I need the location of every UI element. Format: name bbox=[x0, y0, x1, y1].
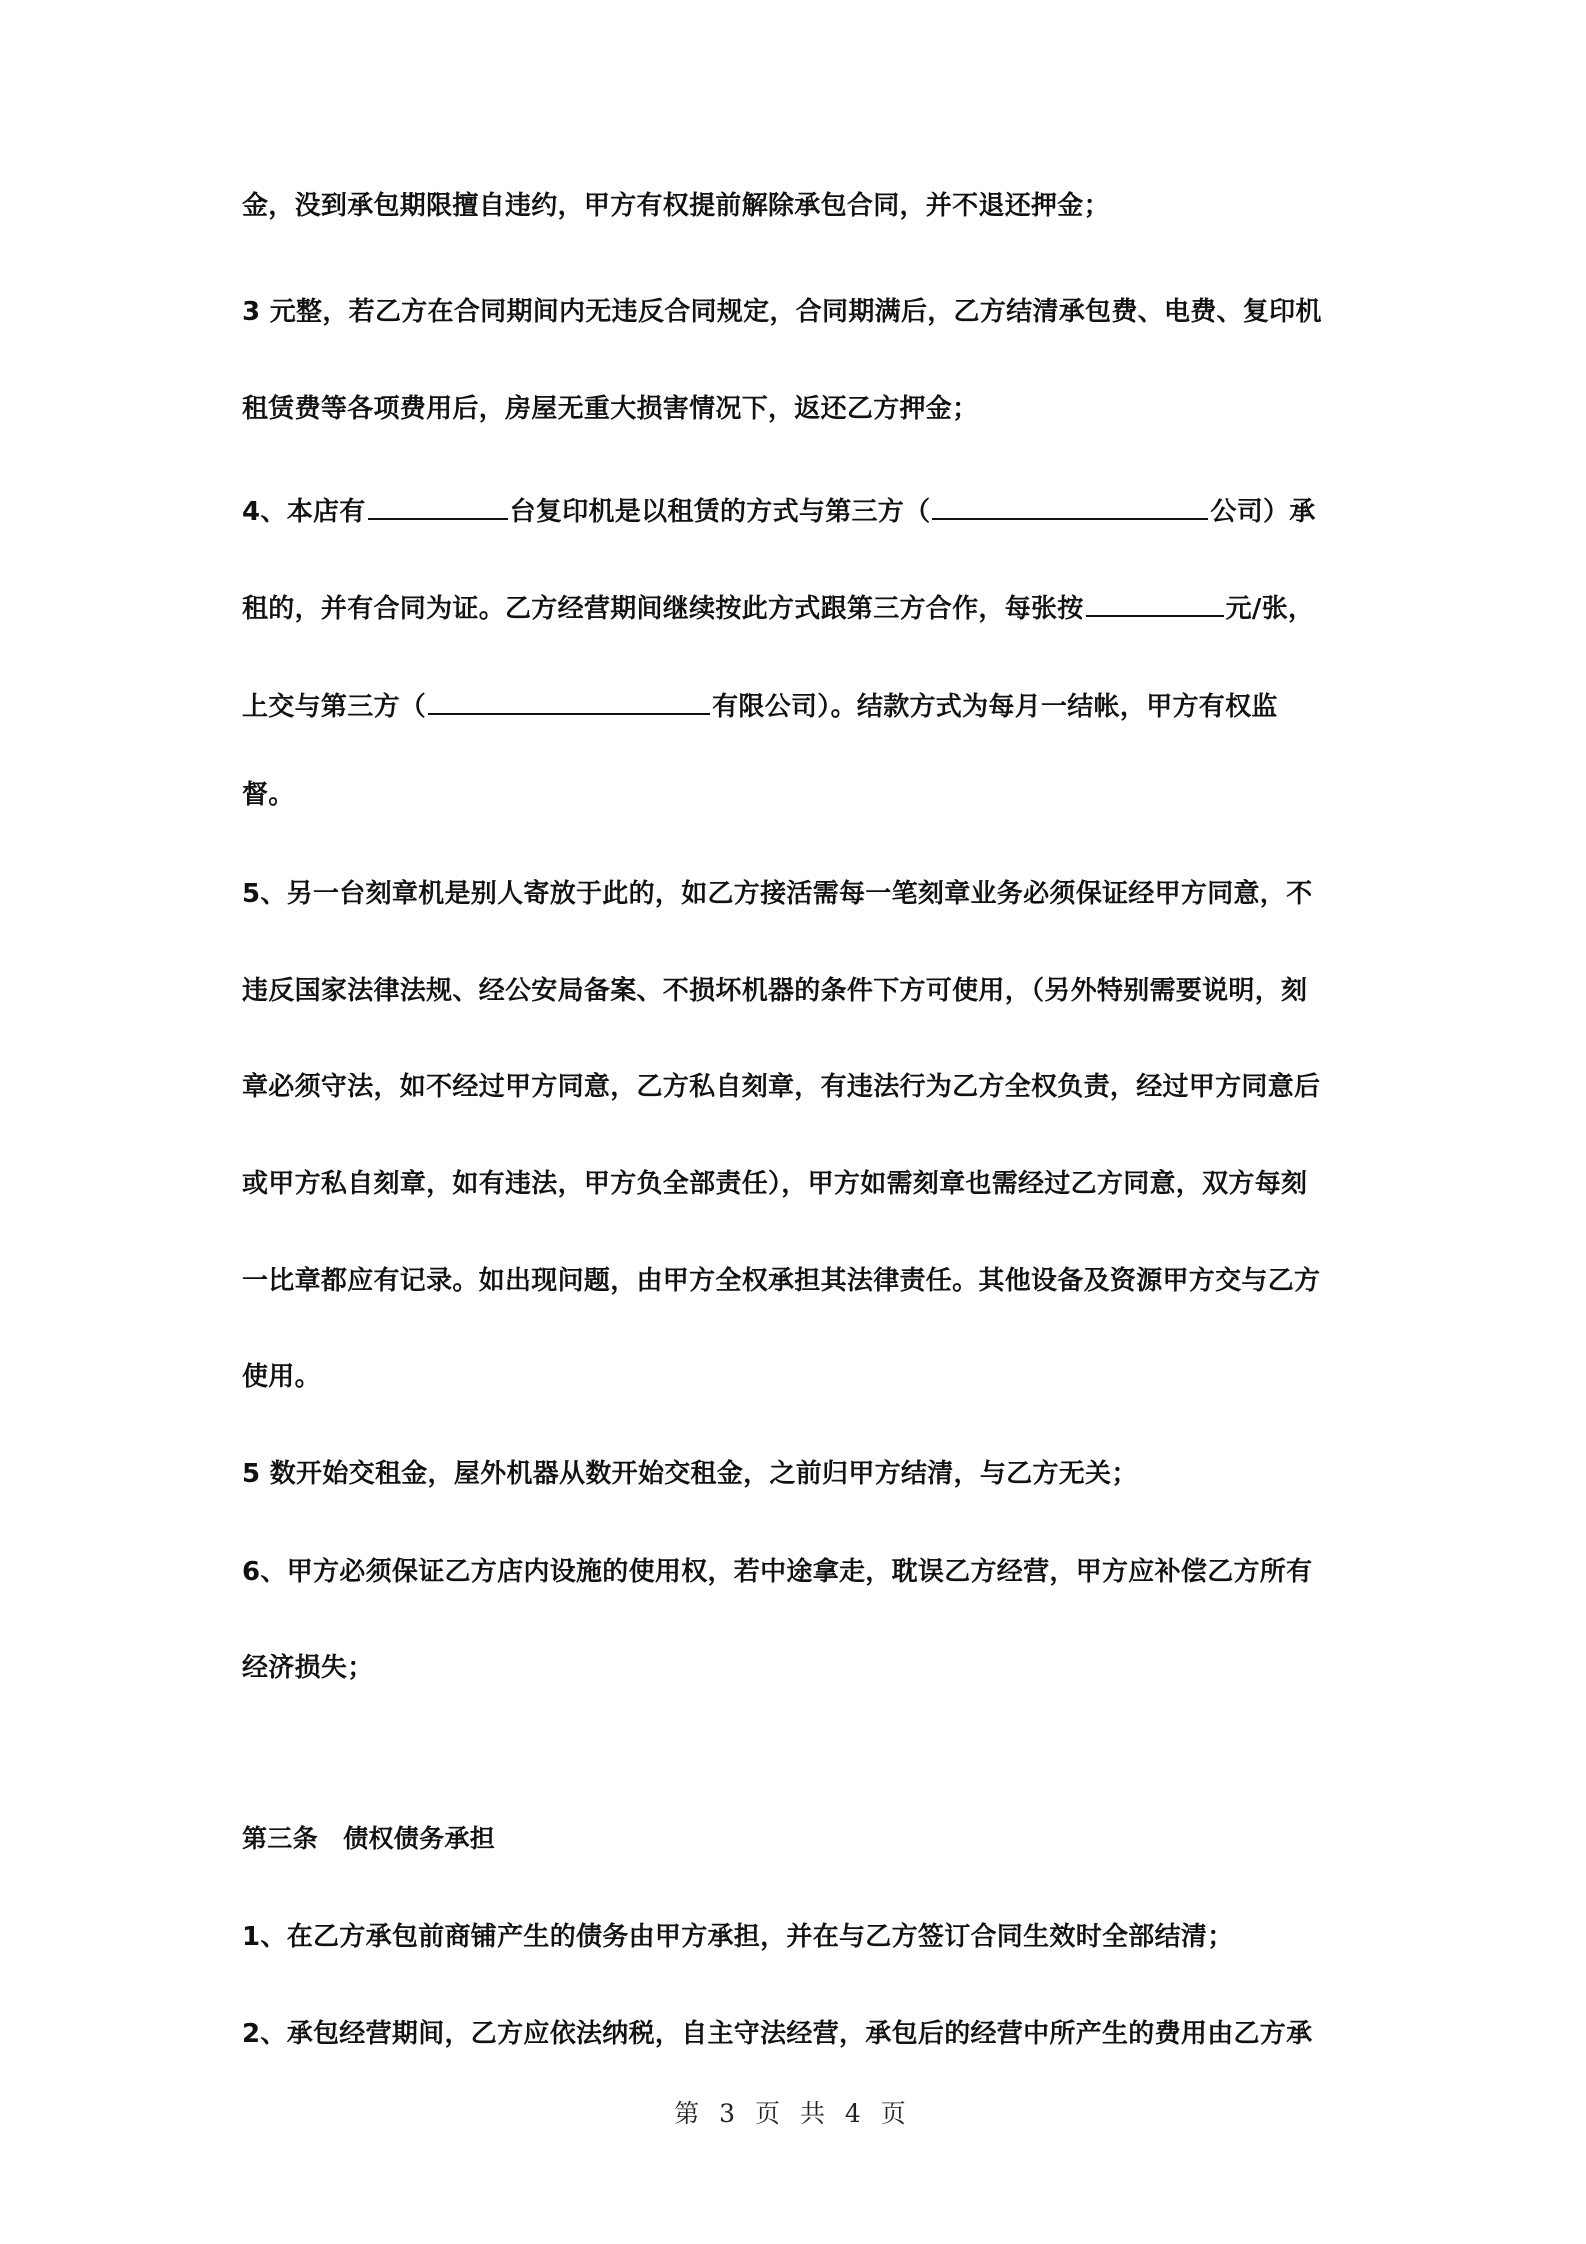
text-segment: 公司）承 bbox=[1210, 497, 1316, 527]
paragraph-line: 违反国家法律法规、经公安局备案、不损坏机器的条件下方可使用，（另外特别需要说明，刻 bbox=[242, 976, 1308, 1006]
paragraph-line: 使用。 bbox=[242, 1362, 321, 1392]
paragraph-line: 5、另一台刻章机是别人寄放于此的，如乙方接活需每一笔刻章业务必须保证经甲方同意，不 bbox=[242, 879, 1313, 909]
fill-in-blank bbox=[428, 687, 710, 715]
paragraph-line: 章必须守法，如不经过甲方同意，乙方私自刻章，有违法行为乙方全权负责，经过甲方同意后 bbox=[242, 1072, 1321, 1102]
text-segment: 台复印机是以租赁的方式与第三方（ bbox=[509, 497, 931, 527]
paragraph-line: 经济损失； bbox=[242, 1653, 374, 1683]
paragraph-line: 租赁费等各项费用后，房屋无重大损害情况下，返还乙方押金； bbox=[242, 394, 979, 424]
paragraph-line: 6、甲方必须保证乙方店内设施的使用权，若中途拿走，耽误乙方经营，甲方应补偿乙方所有 bbox=[242, 1557, 1313, 1587]
text-segment: 上交与第三方（ bbox=[242, 692, 427, 722]
paragraph-line-with-blanks bbox=[242, 492, 1316, 529]
paragraph-line: 2、承包经营期间，乙方应依法纳税，自主守法经营，承包后的经营中所产生的费用由乙方承 bbox=[242, 2019, 1313, 2049]
fill-in-blank bbox=[368, 492, 508, 520]
section-heading: 第三条 债权债务承担 bbox=[242, 1824, 496, 1853]
paragraph-line-with-blanks bbox=[242, 589, 1314, 626]
paragraph-line-with-blanks bbox=[242, 687, 1278, 724]
text-segment: 有限公司）。结款方式为每月一结帐，甲方有权监 bbox=[712, 692, 1278, 722]
fill-in-blank bbox=[1086, 589, 1224, 617]
paragraph-line: 1、在乙方承包前商铺产生的债务由甲方承担，并在与乙方签订合同生效时全部结清； bbox=[242, 1922, 1234, 1952]
paragraph-line: 3 元整，若乙方在合同期间内无违反合同规定，合同期满后，乙方结清承包费、电费、复印机 bbox=[242, 297, 1322, 327]
paragraph-line: 5 数开始交租金，屋外机器从数开始交租金，之前归甲方结清，与乙方无关； bbox=[242, 1459, 1138, 1489]
paragraph-line: 督。 bbox=[242, 780, 295, 810]
paragraph-line: 或甲方私自刻章，如有违法，甲方负全部责任），甲方如需刻章也需经过乙方同意，双方每刻 bbox=[242, 1169, 1308, 1199]
text-segment: 元/张， bbox=[1225, 594, 1315, 624]
text-segment: 4、本店有 bbox=[242, 497, 366, 527]
text-segment: 租的，并有合同为证。乙方经营期间继续按此方式跟第三方合作，每张按 bbox=[242, 594, 1084, 624]
paragraph-line: 一比章都应有记录。如出现问题，由甲方全权承担其法律责任。其他设备及资源甲方交与乙方 bbox=[242, 1266, 1321, 1296]
fill-in-blank bbox=[932, 492, 1208, 520]
paragraph-line: 金，没到承包期限擅自违约，甲方有权提前解除承包合同，并不退还押金； bbox=[242, 191, 1110, 221]
page-number-footer: 第 3 页 共 4 页 bbox=[674, 2099, 912, 2128]
